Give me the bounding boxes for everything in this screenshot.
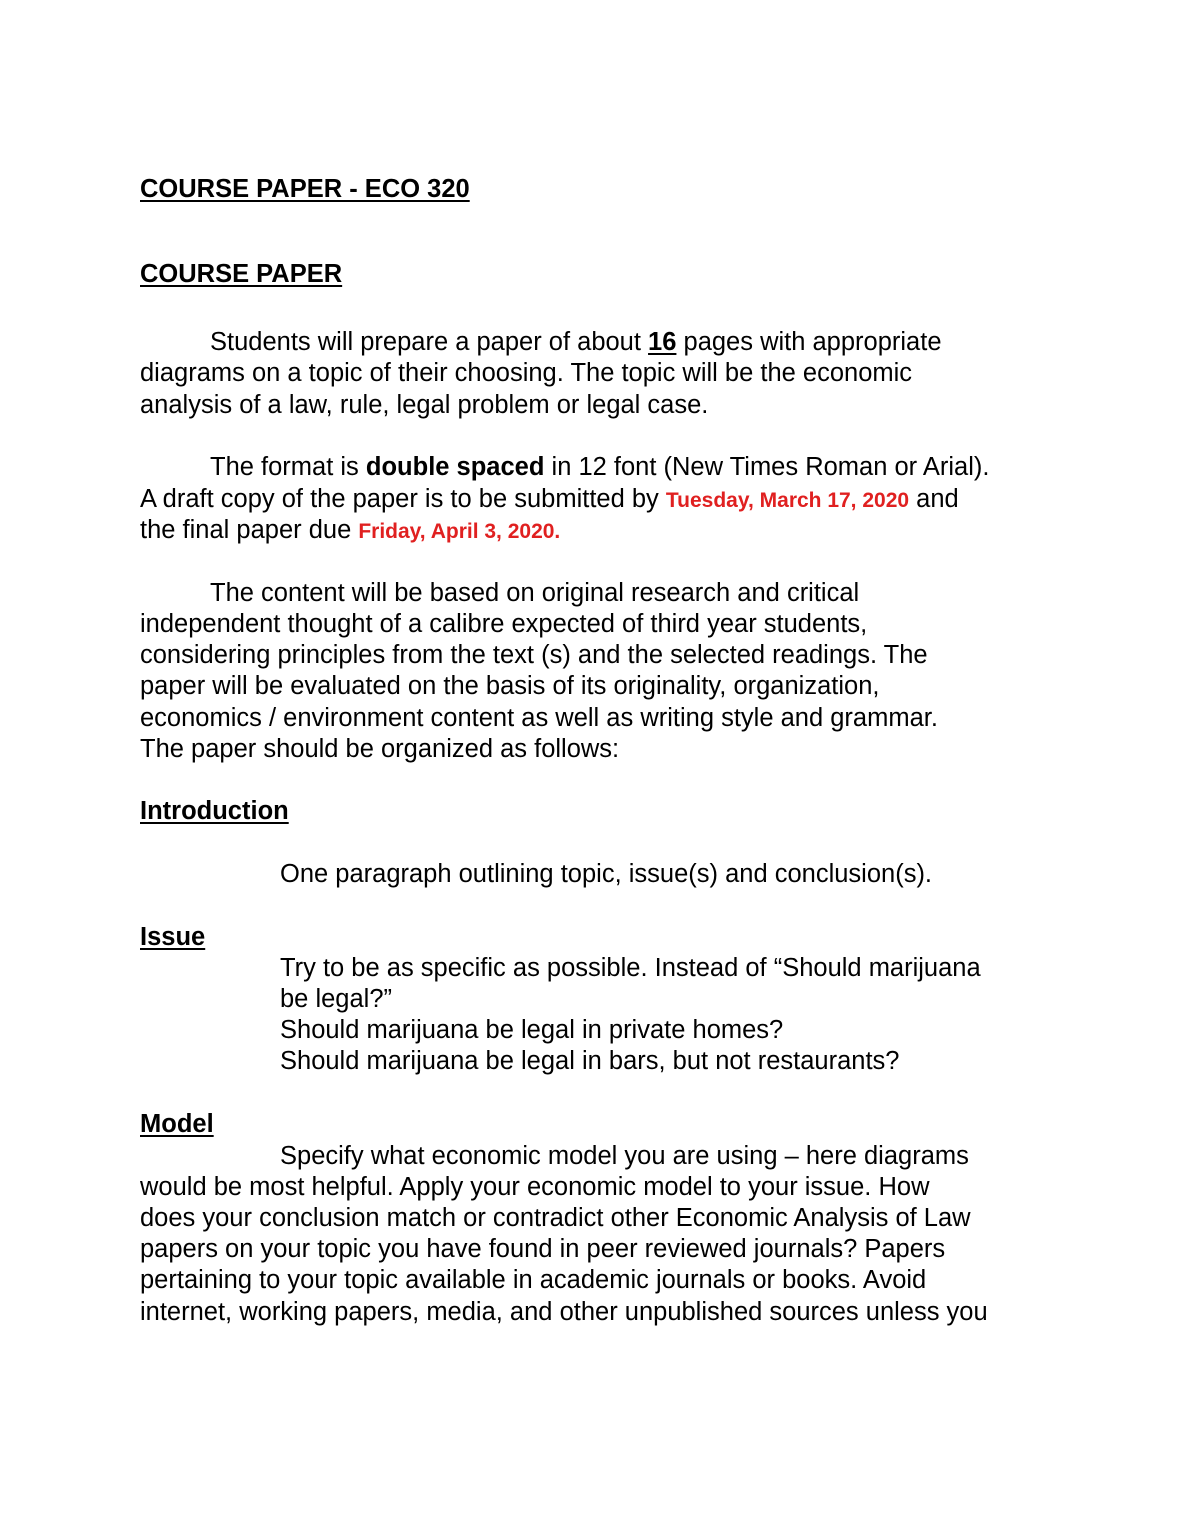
model-line-2: would be most helpful. Apply your economic model to your issue. How (140, 1173, 930, 1201)
p2-draft-text: A draft copy of the paper is to be submitted by (140, 485, 666, 513)
issue-heading: Issue (140, 923, 206, 951)
issue-line-1: Try to be as specific as possible. Instead of “Should marijuana (280, 954, 981, 982)
p2-text-b: in 12 font (New Times Roman or Arial). (544, 453, 990, 481)
paragraph-1-line-2: diagrams on a topic of their choosing. The topic will be the economic (140, 359, 913, 387)
issue-line-4: Should marijuana be legal in bars, but not restaurants? (280, 1047, 900, 1075)
model-line-3: does your conclusion match or contradict other Economic Analysis of Law (140, 1204, 971, 1232)
issue-line-3: Should marijuana be legal in private homes? (280, 1016, 784, 1044)
paragraph-2-line-2 (140, 484, 959, 516)
introduction-text: One paragraph outlining topic, issue(s) and conclusion(s). (280, 860, 933, 888)
paragraph-3-line-3: considering principles from the text (s) and the selected readings. The (140, 641, 928, 669)
p1-text-b: pages with appropriate (676, 328, 942, 356)
issue-line-2: be legal?” (280, 985, 392, 1013)
introduction-heading: Introduction (140, 797, 289, 825)
page-count: 16 (648, 328, 677, 356)
paragraph-1-line-1 (210, 327, 942, 358)
model-heading: Model (140, 1110, 214, 1138)
paragraph-2-line-3 (140, 515, 560, 547)
model-line-5: pertaining to your topic available in academic journals or books. Avoid (140, 1266, 927, 1294)
paragraph-1-line-3: analysis of a law, rule, legal problem or legal case. (140, 391, 709, 419)
p2-text-a: The format is (210, 453, 366, 481)
section-title: COURSE PAPER (140, 260, 343, 288)
paragraph-3-line-2: independent thought of a calibre expected of third year students, (140, 610, 868, 638)
final-due-date: Friday, April 3, 2020. (358, 520, 561, 543)
p2-final-text: the final paper due (140, 516, 359, 544)
model-line-1: Specify what economic model you are using – here diagrams (280, 1142, 969, 1170)
paragraph-3-line-1: The content will be based on original research and critical (210, 579, 860, 607)
paragraph-3-line-6: The paper should be organized as follows: (140, 735, 620, 763)
model-line-6: internet, working papers, media, and other unpublished sources unless you (140, 1298, 988, 1326)
draft-due-date: Tuesday, March 17, 2020 (665, 489, 910, 512)
p1-text-a: Students will prepare a paper of about (210, 328, 649, 356)
p2-and-text: and (909, 485, 959, 513)
paragraph-3-line-5: economics / environment content as well as writing style and grammar. (140, 704, 938, 732)
spacing-emphasis: double spaced (365, 453, 545, 481)
paragraph-2-line-1 (210, 452, 989, 483)
paragraph-3-line-4: paper will be evaluated on the basis of its originality, organization, (140, 672, 880, 700)
document-title: COURSE PAPER - ECO 320 (140, 175, 470, 203)
model-line-4: papers on your topic you have found in peer reviewed journals? Papers (140, 1235, 946, 1263)
